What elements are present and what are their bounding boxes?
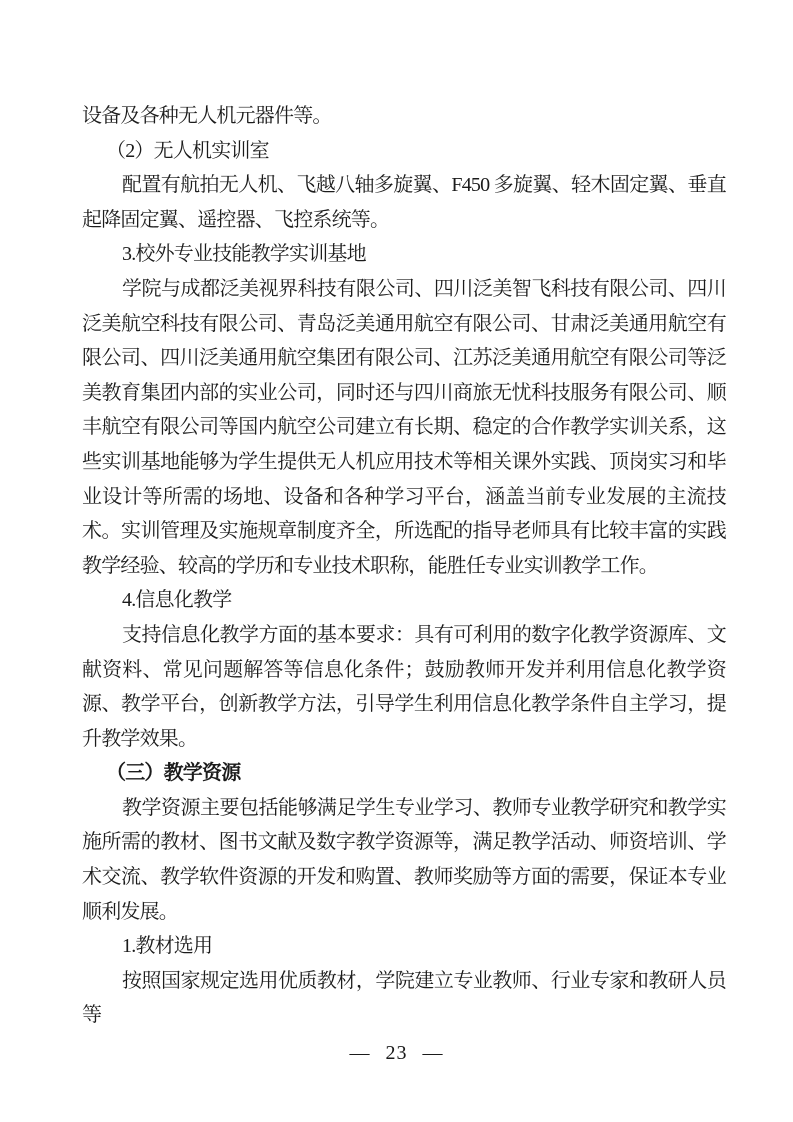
paragraph: 教学资源主要包括能够满足学生专业学习、教师专业教学研究和教学实施所需的教材、图书文献及数字教学资源等，满足教学活动、师资培训、学术交流、教学软件资源的开发和购置、教师奖励等方面的需要，保证本专业顺利发展。 — [82, 796, 726, 923]
section-heading: （三）教学资源 — [106, 762, 241, 785]
paragraph: 4.信息化教学 — [122, 589, 232, 612]
page-number: — 23 — — [349, 1042, 444, 1064]
paragraph: 3.校外专业技能教学实训基地 — [122, 243, 366, 266]
paragraph: 设备及各种无人机元器件等。 — [82, 105, 332, 127]
paragraph: 1.教材选用 — [122, 935, 213, 958]
paragraph: （2）无人机实训室 — [106, 139, 269, 162]
page-body-text — [82, 99, 726, 1033]
paragraph: 学院与成都泛美视界科技有限公司、四川泛美智飞科技有限公司、四川泛美航空科技有限公司、青岛泛美通用航空有限公司、甘肃泛美通用航空有限公司、四川泛美通用航空集团有限公司、江苏泛美通用航空有限公司等泛美教育集团内部的实业公司，同时还与四川商旅无忧科技服务有限公司、顺丰航空有限公司等国内航空公司建立有长期、稳定的合作教学实训关系，这些实训基地能够为学生提供无人机应用技术等相关课外实践、顶岗实习和毕业设计等所需的场地、设备和各种学习平台，涵盖当前专业发展的主流技术。实训管理及实施规章制度齐全，所选配的指导老师具有比较丰富的实践教学经验、较高的学历和专业技术职称，能胜任专业实训教学工作。 — [82, 277, 726, 577]
paragraph: 按照国家规定选用优质教材，学院建立专业教师、行业专家和教研人员等 — [82, 969, 726, 1027]
paragraph: 支持信息化教学方面的基本要求：具有可利用的数字化教学资源库、文献资料、常见问题解答等信息化条件；鼓励教师开发并利用信息化教学资源、教学平台，创新教学方法，引导学生利用信息化教学条件自主学习，提升教学效果。 — [82, 623, 726, 750]
paragraph: 配置有航拍无人机、飞越八轴多旋翼、F450 多旋翼、轻木固定翼、垂直起降固定翼、遥控器、飞控系统等。 — [82, 174, 726, 231]
